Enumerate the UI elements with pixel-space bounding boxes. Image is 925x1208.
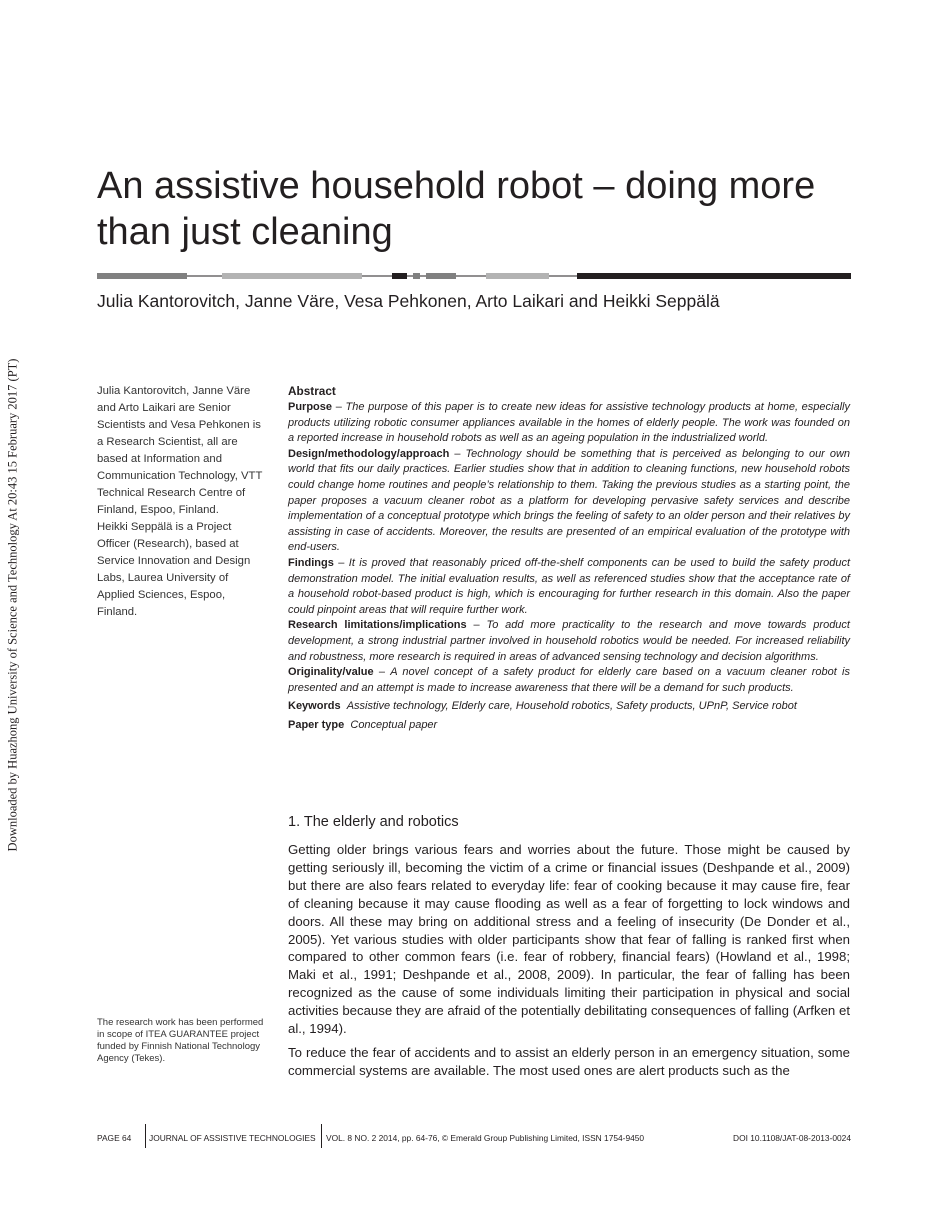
rule-line	[549, 276, 577, 277]
abstract-limitations	[288, 618, 850, 665]
footer-journal: JOURNAL OF ASSISTIVE TECHNOLOGIES	[149, 1133, 316, 1143]
paper-type-label: Paper type	[288, 718, 345, 731]
title-rule	[97, 271, 851, 281]
dash: –	[378, 666, 385, 679]
abstract-design	[288, 447, 850, 556]
author-bio-paragraph: Heikki Seppälä is a Project Officer (Research), based at Service Innovation and Design Labs, Laurea University of Applied Sciences, Espoo, Finland.	[97, 521, 251, 618]
footer-doi: DOI 10.1108/JAT-08-2013-0024	[733, 1133, 851, 1143]
purpose-text: The purpose of this paper is to create new ideas for assistive technology products at home, especially products utilizing robotic consumer appliances available in the homes of elderly people. The work was founded on a reported increase in household robots as well as an ageing population in the industrialized world.	[288, 401, 850, 445]
footer-divider	[321, 1124, 322, 1148]
originality-text: A novel concept of a safety product for elderly care based on a vacuum cleaner robot is presented and an attempt is made to increase awareness that there will be a demand for such products.	[288, 666, 850, 694]
rule-segment	[413, 273, 420, 279]
design-label: Design/methodology/approach	[288, 447, 450, 460]
rule-line	[362, 276, 392, 277]
limitations-label: Research limitations/implications	[288, 619, 467, 632]
body-paragraph: To reduce the fear of accidents and to assist an elderly person in an emergency situation, some commercial systems are available. The most used ones are alert products such as the	[288, 1044, 850, 1078]
keywords-text: Assistive technology, Elderly care, Household robotics, Safety products, UPnP, Service robot	[346, 700, 797, 713]
abstract-heading: Abstract	[288, 384, 336, 398]
abstract-keywords	[288, 699, 850, 715]
originality-label: Originality/value	[288, 666, 374, 679]
funding-footnote: The research work has been performed in scope of ITEA GUARANTEE project funded by Finnish National Technology Agency (Tekes).	[97, 1017, 264, 1064]
author-bio	[97, 383, 267, 621]
rule-segment	[97, 273, 187, 279]
dash: –	[454, 447, 461, 460]
dash: –	[335, 401, 342, 413]
findings-text: It is proved that reasonably priced off-the-shelf components can be used to build the safety product demonstration model. The initial evaluation results, as well as referenced studies show that the acceptance rate of a household robot-based product is high, which is encouraging for further research in this domain. Also the paper could pinpoint areas that will require further work.	[288, 556, 851, 616]
design-text: Technology should be something that is perceived as belonging to our own world that fits our daily practices. Earlier studies show that in addition to cleaning functions, new household robots could change home routines and people’s relationship to them. Taking the previous studies as a starting point, the paper proposes a vacuum cleaner robot as a platform for developing pervasive safety services and describe implementation of a conceptual prototype which brings the feeling of safety to an older person and their relatives by assisting in case of accidents. Moreover, the results are presented of an empirical evaluation of the prototype with end-users.	[288, 447, 850, 554]
rule-segment	[426, 273, 456, 279]
section-heading: 1. The elderly and robotics	[288, 814, 459, 830]
page-title: An assistive household robot – doing more than just cleaning	[97, 165, 816, 253]
keywords-label: Keywords	[288, 700, 341, 713]
footer-divider	[145, 1124, 146, 1148]
section-body	[288, 841, 850, 1080]
abstract	[288, 383, 850, 733]
footer-volume: VOL. 8 NO. 2 2014, pp. 64-76, © Emerald Group Publishing Limited, ISSN 1754-9450	[326, 1133, 645, 1143]
rule-segment	[392, 273, 407, 279]
footer-page-number: PAGE 64	[97, 1133, 132, 1143]
download-watermark-text: Downloaded by Huazhong University of Science and Technology At 20:43 15 February 2017 (PT)	[5, 358, 20, 852]
findings-label: Findings	[288, 556, 334, 569]
abstract-findings	[288, 556, 850, 618]
abstract-originality	[288, 665, 850, 696]
limitations-text: To add more practicality to the research and move towards product development, a strong industrial partner involved in household robotics would be needed. For increased reliability and robustness, more research is required in areas of advanced sensing technology and decision algorithms.	[288, 619, 850, 663]
abstract-paper-type	[288, 718, 850, 734]
rule-line	[420, 276, 426, 277]
author-list: Julia Kantorovitch, Janne Väre, Vesa Pehkonen, Arto Laikari and Heikki Seppälä	[97, 291, 720, 311]
page-footer	[97, 1124, 851, 1150]
rule-line	[456, 276, 486, 277]
rule-line	[407, 276, 413, 277]
dash: –	[338, 556, 345, 569]
rule-segment	[222, 273, 362, 279]
abstract-purpose	[288, 400, 850, 447]
rule-segment	[486, 273, 549, 279]
dash: –	[473, 619, 480, 632]
rule-segment	[577, 273, 851, 279]
paper-type-text: Conceptual paper	[350, 718, 438, 731]
author-bio-paragraph: Julia Kantorovitch, Janne Väre and Arto Laikari are Senior Scientists and Vesa Pehkonen is a Research Scientist, all are based at Information and Communication Technology, VTT Technical Research Centre of Finland, Espoo, Finland.	[97, 385, 263, 516]
purpose-label: Purpose	[288, 401, 333, 413]
download-watermark	[3, 355, 23, 855]
body-paragraph: Getting older brings various fears and worries about the future. Those might be caused by getting seriously ill, becoming the victim of a crime or financial issues (Deshpande et al., 2009) but there are also fears related to everyday life: fear of cooking because it may cause fire, fear of cleaning because it may cause flooding as well as a fear of forgetting to lock windows and doors. All these may bring on additional stress and a feeling of insecurity (De Donder et al., 2005). Yet various studies with older participants show that fear of falling is ranked first when compared to other common fears (i.e. fear of robbery, financial fears) (Howland et al., 1998; Maki et al., 1991; Deshpande et al., 2008, 2009). In particular, the fear of falling has been recognized as the cause of some individuals limiting their participation in physical and social activities because they are afraid of the potentially debilitating consequences of falling (Arfken et al., 1994).	[288, 842, 850, 1037]
rule-line	[187, 276, 222, 277]
